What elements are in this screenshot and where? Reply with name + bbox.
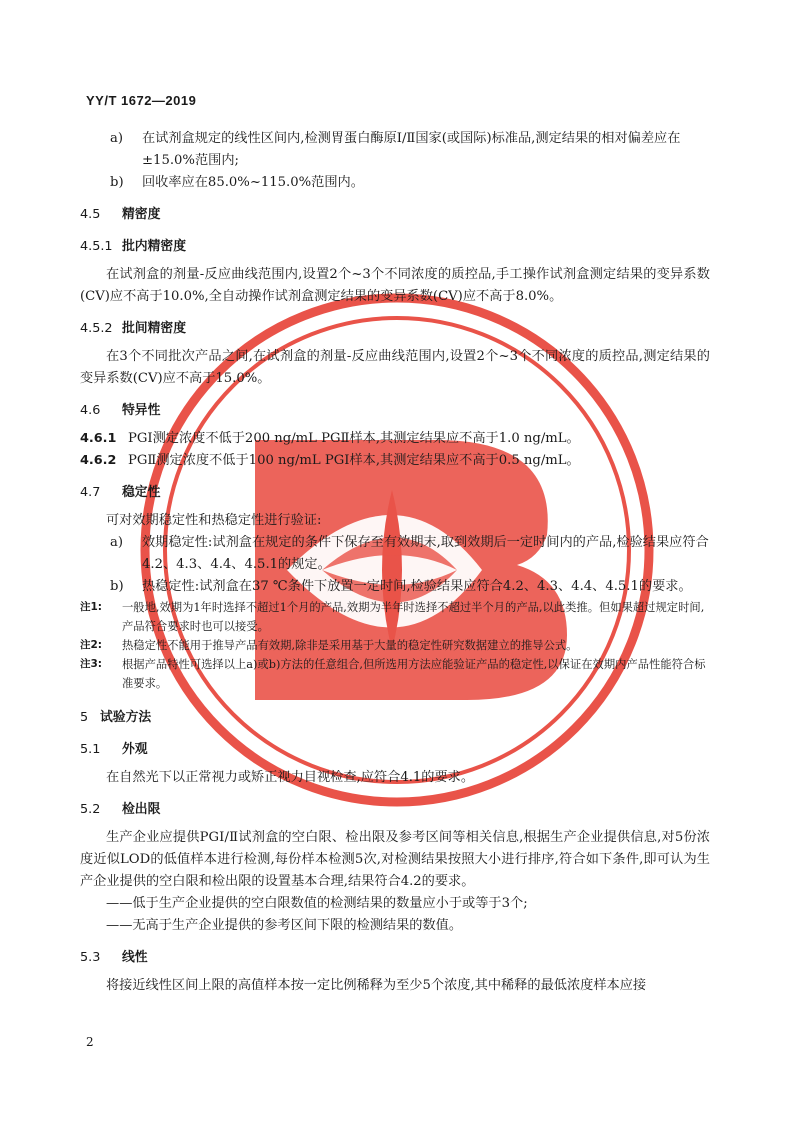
note-label: 注3: (80, 658, 103, 670)
paragraph: 在自然光下以正常视力或矫正视力目视检查,应符合4.1的要求。 (106, 770, 475, 785)
list-marker: b) (110, 175, 124, 190)
section-heading-5-3: 5.3 线性 (80, 950, 148, 965)
section-heading-4-5-1: 4.5.1 批内精密度 (80, 239, 186, 254)
section-heading-4-5-2: 4.5.2 批间精密度 (80, 321, 186, 336)
page-number: 2 (86, 1035, 94, 1049)
list-marker: a) (110, 535, 124, 550)
dash-item: ——无高于生产企业提供的参考区间下限的检测结果的数值。 (106, 918, 463, 933)
list-item (80, 172, 710, 194)
paragraph: 将接近线性区间上限的高值样本按一定比例稀释为至少5个浓度,其中稀释的最低浓度样本应接 (106, 978, 647, 993)
list-item (80, 576, 710, 598)
numbered-clause: 4.6.1 PGⅠ测定浓度不低于200 ng/mL PGⅡ样本,其测定结果应不高于1.0 ng/mL。 (80, 431, 580, 446)
list-marker: b) (110, 579, 124, 594)
note-label: 注2: (80, 639, 103, 651)
note-text: 一般地,效期为1年时选择不超过1个月的产品,效期为半年时选择不超过半个月的产品,以此类推。但如果超过规定时间,产品符合要求时也可以接受。 (122, 601, 705, 633)
list-marker: a) (110, 131, 124, 146)
paragraph: 生产企业应提供PGⅠ/Ⅱ试剂盒的空白限、检出限及参考区间等相关信息,根据生产企业提供信息,对5份浓度近似LOD的低值样本进行检测,每份样本检测5次,对检测结果按照大小进行排序,符合如下条件,即可认为生产企业提供的空白限和检出限的设置基本合理,结果符合4.2的要求。 (80, 830, 710, 889)
list-item (80, 532, 710, 576)
section-heading-4-5: 4.5 精密度 (80, 207, 161, 222)
paragraph: 在3个不同批次产品之间,在试剂盒的剂量-反应曲线范围内,设置2个~3个不同浓度的质控品,测定结果的变异系数(CV)应不高于15.0%。 (80, 349, 710, 386)
section-heading-4-6: 4.6 特异性 (80, 403, 161, 418)
note (80, 636, 710, 655)
numbered-clause: 4.6.2 PGⅡ测定浓度不低于100 ng/mL PGⅠ样本,其测定结果应不高于0.5 ng/mL。 (80, 453, 580, 468)
note-text: 根据产品特性可选择以上a)或b)方法的任意组合,但所选用方法应能验证产品的稳定性,以保证在效期内产品性能符合标准要求。 (122, 658, 706, 690)
document-code: YY/T 1672—2019 (86, 93, 197, 108)
dash-item: ——低于生产企业提供的空白限数值的检测结果的数量应小于或等于3个; (106, 896, 528, 911)
note (80, 655, 710, 693)
note (80, 598, 710, 636)
section-heading-5-1: 5.1 外观 (80, 742, 148, 757)
paragraph: 在试剂盒的剂量-反应曲线范围内,设置2个~3个不同浓度的质控品,手工操作试剂盒测定结果的变异系数(CV)应不高于10.0%,全自动操作试剂盒测定结果的变异系数(CV)应不高于8.0%。 (80, 267, 710, 304)
list-text: 热稳定性:试剂盒在37 ℃条件下放置一定时间,检验结果应符合4.2、4.3、4.4、4.5.1的要求。 (142, 579, 692, 594)
list-item (80, 128, 710, 172)
note-label: 注1: (80, 601, 103, 613)
section-heading-5-2: 5.2 检出限 (80, 802, 161, 817)
section-heading-4-7: 4.7 稳定性 (80, 485, 161, 500)
list-text: 效期稳定性:试剂盒在规定的条件下保存至有效期末,取到效期后一定时间内的产品,检验结果应符合4.2、4.3、4.4、4.5.1的规定。 (142, 535, 709, 572)
section-heading-5: 5 试验方法 (80, 710, 152, 725)
document-body (80, 128, 710, 997)
list-text: 回收率应在85.0%~115.0%范围内。 (142, 175, 364, 190)
list-text: 在试剂盒规定的线性区间内,检测胃蛋白酶原Ⅰ/Ⅱ国家(或国际)标准品,测定结果的相对偏差应在±15.0%范围内; (142, 131, 681, 168)
paragraph: 可对效期稳定性和热稳定性进行验证: (106, 513, 322, 528)
note-text: 热稳定性不能用于推导产品有效期,除非是采用基于大量的稳定性研究数据建立的推导公式。 (122, 639, 578, 652)
